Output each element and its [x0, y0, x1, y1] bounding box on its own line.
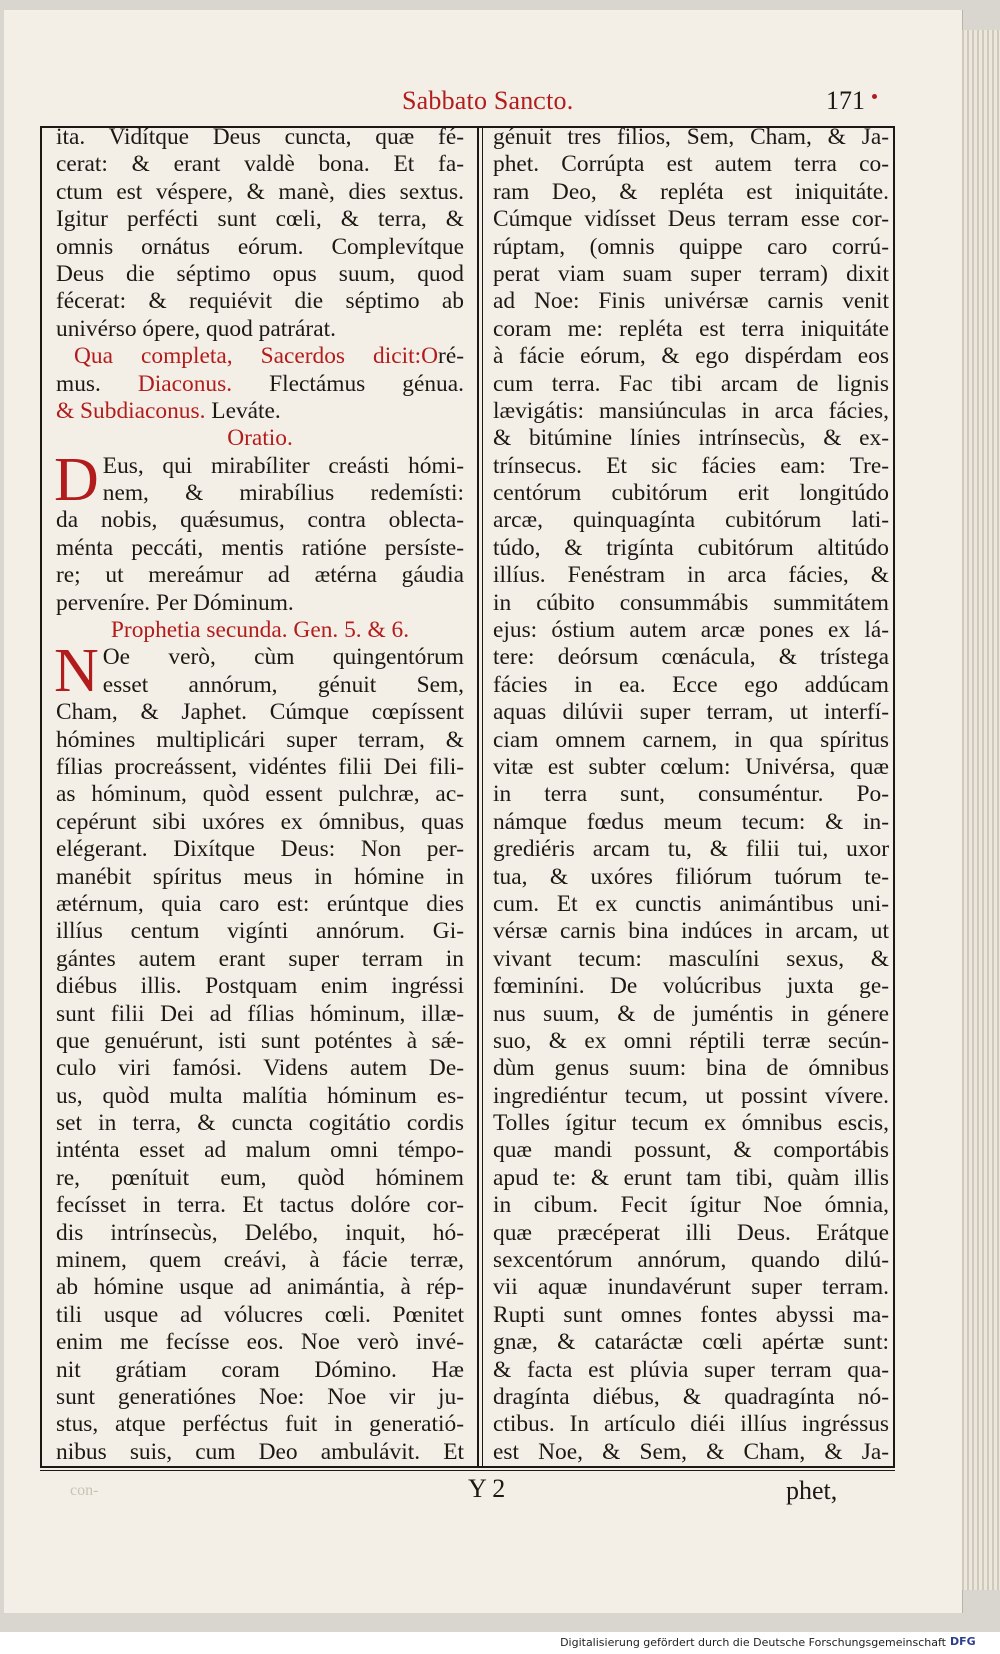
text-fragment: mus. — [56, 370, 101, 397]
text-line: Deus die séptimo opus suum, quod — [56, 260, 464, 287]
prophetia-block — [54, 637, 464, 1466]
text-line: aquas dilúvii super terram, ut interfí- — [493, 699, 889, 726]
text-line: ætérnum, quia caro est: erúntque dies — [56, 890, 464, 917]
text-line: illíus. Fenéstram in arca fácies, & — [493, 562, 889, 589]
frame-double-rule — [40, 1470, 895, 1471]
text-line: ram Deo, & repléta est iniquitáte. — [493, 178, 889, 205]
text-line: dùm genus suum: bina de ómnibus — [493, 1055, 889, 1082]
text-line: Cúmque vidísset Deus terram esse cor- — [493, 206, 889, 233]
rubric-line — [56, 371, 464, 398]
text-line: Cham, & Japhet. Cúmque cœpíssent — [56, 699, 464, 726]
text-line: set in terra, & cuncta cogitátio cordis — [56, 1110, 464, 1137]
text-line: coram me: repléta est terra iniquitáte — [493, 315, 889, 342]
text-line: perveníre. Per Dóminum. — [56, 589, 294, 616]
text-line: suo, & ex omni réptili terræ secún- — [493, 1027, 889, 1054]
text-line: cepérunt sibi uxóres ex ómnibus, quas — [56, 808, 464, 835]
text-line: centórum cubitórum erit longitúdo — [493, 480, 889, 507]
text-line: & facta est plúvia super terram qua- — [493, 1356, 889, 1383]
running-title: Sabbato Sanᴄto. — [402, 86, 574, 115]
text-line: grediéris arcam tu, & filii tui, uxor — [493, 836, 889, 863]
text-line: sexcentórum annórum, quando dilú- — [493, 1247, 889, 1274]
text-line: in cúbito consummábis summitátem — [493, 589, 889, 616]
text-line: ctibus. In artículo diéi illíus ingréssus — [493, 1411, 889, 1438]
prophetia-heading: Prophetia secunda. Gen. 5. & 6. — [110, 617, 410, 644]
text-line: ingrediéntur tecum, ut possint vívere. — [493, 1082, 889, 1109]
text-line: re, pœnítuit eum, quòd hóminem — [56, 1164, 464, 1191]
text-line: Rupti sunt omnes fontes abyssi ma- — [493, 1301, 889, 1328]
text-line: as hóminum, quòd essent pulchræ, ac- — [56, 781, 464, 808]
column-divider-inner — [482, 126, 483, 1466]
text-line: inténta esset ad malum omni témpo- — [56, 1137, 464, 1164]
text-line: vii aquæ inundavérunt super terram. — [493, 1274, 889, 1301]
text-line: sunt generatiónes Noe: Noe vir ju- — [56, 1383, 464, 1410]
rubric-text: & Subdiaconus. — [56, 397, 206, 424]
rubric-text: Diaconus. — [137, 370, 233, 397]
text-line: fecísset in terra. Et tactus dolóre cor- — [56, 1192, 464, 1219]
page-edges — [962, 30, 1000, 1590]
digitization-note: Digitalisierung gefördert durch die Deutsche Forschungsgemeinschaft — [560, 1636, 946, 1649]
text-line: diébus illis. Postquam enim ingréssi — [56, 973, 464, 1000]
text-line: ab hómine usque ad animántia, à rép- — [56, 1274, 464, 1301]
column-divider — [477, 126, 479, 1466]
left-column — [56, 124, 464, 1466]
text-line: Oe verò, cùm quingentórum — [102, 644, 464, 671]
text-line: enim me fecísse eos. Noe verò invé- — [56, 1329, 464, 1356]
rubric-initial: O — [421, 343, 439, 370]
text-line: ménta peccáti, mentis ratióne persíste- — [56, 534, 464, 561]
text-line: sunt filii Dei ad fílias hóminum, illæ- — [56, 1000, 464, 1027]
text-fragment: Leváte. — [211, 397, 281, 424]
text-line: vitæ est subter cœlum: Univérsa, quæ — [493, 753, 889, 780]
text-line: hómines multiplicári super terram, & — [56, 726, 464, 753]
text-line: dragínta diébus, & quadragínta nó- — [493, 1383, 889, 1410]
text-line: nit grátiam coram Dómino. Hæ — [56, 1356, 464, 1383]
text-line: tere: deórsum cœnácula, & trístega — [493, 644, 889, 671]
text-fragment: ré- — [438, 343, 464, 370]
text-line: minem, quem creávi, à fácie terræ, — [56, 1247, 464, 1274]
text-line: nus suum, & de juméntis in génere — [493, 1000, 889, 1027]
text-line: que genuérunt, isti sunt poténtes à sǽ- — [56, 1027, 464, 1054]
text-line: tua, & uxóres filiórum tuórum te- — [493, 863, 889, 890]
text-line: génuit tres filios, Sem, Cham, & Ja- — [493, 124, 889, 150]
rubric-text: Qua completa, Sacerdos dicit: — [74, 343, 422, 370]
text-line: ctum est véspere, & manè, dies sextus. — [56, 178, 464, 205]
text-line: da nobis, quǽsumus, contra oblecta- — [56, 507, 464, 534]
text-line: ita. Vidítque Deus cuncta, quæ fé- — [56, 124, 464, 150]
text-line: námque fœdus meum tecum: & in- — [493, 808, 889, 835]
text-line: re; ut mereámur ad ætérna gáudia — [56, 562, 464, 589]
text-line: tili usque ad vólucres cœli. Pœnitet — [56, 1301, 464, 1328]
text-line: dis intrínsecùs, Delébo, inquit, hó- — [56, 1219, 464, 1246]
text-line: manébit spíritus meus in hómine in — [56, 863, 464, 890]
text-line: arcæ, quinquagínta cubitórum lati- — [493, 507, 889, 534]
text-line: Igitur perfécti sunt cœli, & terra, & — [56, 206, 464, 233]
rubric-line — [56, 343, 464, 370]
text-line: ejus: óstium autem arcæ pones ex lá- — [493, 617, 889, 644]
text-line: fœminíni. De volúcribus juxta ge- — [493, 973, 889, 1000]
bleed-through-catchword: con- — [70, 1482, 99, 1499]
text-line: à fácie eórum, & ego dispérdam eos — [493, 343, 889, 370]
text-line: Eus, qui mirabíliter creásti hómi- — [102, 452, 464, 479]
text-line: in terra sunt, consuméntur. Po- — [493, 781, 889, 808]
text-line: apud te: & erunt tam tibi, quàm illis — [493, 1164, 889, 1191]
text-line: nem, & mirabílius redemísti: — [102, 480, 464, 507]
text-line: túdo, & trigínta cubitórum altitúdo — [493, 534, 889, 561]
catchword: phet, — [786, 1476, 838, 1505]
text-line: illíus centum vigínti annórum. Gi- — [56, 918, 464, 945]
text-line: phet. Corrúpta est autem terra co- — [493, 151, 889, 178]
text-line: cum terra. Fac tibi arcam de lignis — [493, 370, 889, 397]
drop-cap: N — [54, 637, 99, 706]
oratio-block — [54, 445, 464, 617]
text-line: gántes autem erant super terram in — [56, 945, 464, 972]
dfg-logo: DFG — [950, 1635, 976, 1648]
text-line: vérsæ carnis bina indúces in arcam, ut — [493, 918, 889, 945]
text-line: & bitúmine línies intrínsecùs, & ex- — [493, 425, 889, 452]
right-column — [493, 124, 889, 1466]
text-line: culo viri famósi. Videns autem De- — [56, 1055, 464, 1082]
text-line: perat viam suam super terram) dixit — [493, 260, 889, 287]
text-line: lævigátis: mansiúnculas in arca fácies, — [493, 397, 889, 424]
text-line: fácies in ea. Ecce ego addúcam — [493, 671, 889, 698]
text-line: stus, atque perféctus fuit in generatió- — [56, 1411, 464, 1438]
page-number: 171 — [826, 86, 865, 115]
text-line: nibus suis, cum Deo ambulávit. Et — [56, 1438, 464, 1465]
signature-mark: Y 2 — [468, 1474, 506, 1503]
rubric-line — [56, 398, 464, 425]
text-line: omnis ornátus eórum. Complevítque — [56, 233, 464, 260]
text-line: esset annórum, génuit Sem, — [102, 671, 464, 698]
text-line: fécerat: & requiévit die séptimo ab — [56, 288, 464, 315]
text-line: gnæ, & cataráctæ cœli apértæ sunt: — [493, 1329, 889, 1356]
text-line: univérso ópere, quod patrárat. — [56, 315, 336, 342]
text-line: cum. Et ex cunctis animántibus uni- — [493, 890, 889, 917]
red-mark — [872, 94, 877, 99]
text-line: vivant tecum: masculíni sexus, & — [493, 945, 889, 972]
text-line: elégerant. Dixítque Deus: Non per- — [56, 836, 464, 863]
text-line: trínsecus. Et sic fácies eam: Tre- — [493, 452, 889, 479]
text-line: quæ mandi possunt, & comportábis — [493, 1137, 889, 1164]
text-line: fílias procreássent, vidéntes filii Dei fili- — [56, 753, 464, 780]
oratio-heading: Oratio. — [227, 425, 293, 452]
text-line: Tolles ígitur tecum ex ómnibus escis, — [493, 1110, 889, 1137]
text-line: cerat: & erant valdè bona. Et fa- — [56, 151, 464, 178]
text-fragment: Flectámus génua. — [269, 370, 464, 397]
text-line: quæ præcéperat illi Deus. Erátque — [493, 1219, 889, 1246]
text-line: us, quòd multa malítia hóminum es- — [56, 1082, 464, 1109]
text-line: est Noe, & Sem, & Cham, & Ja- — [493, 1438, 889, 1465]
drop-cap: D — [54, 445, 99, 514]
text-line: in cibum. Fecit ígitur Noe ómnia, — [493, 1192, 889, 1219]
text-line: rúptam, (omnis quippe caro corrú- — [493, 233, 889, 260]
text-line: ciam omnem carnem, in qua spíritus — [493, 726, 889, 753]
text-line: ad Noe: Finis univérsæ carnis venit — [493, 288, 889, 315]
